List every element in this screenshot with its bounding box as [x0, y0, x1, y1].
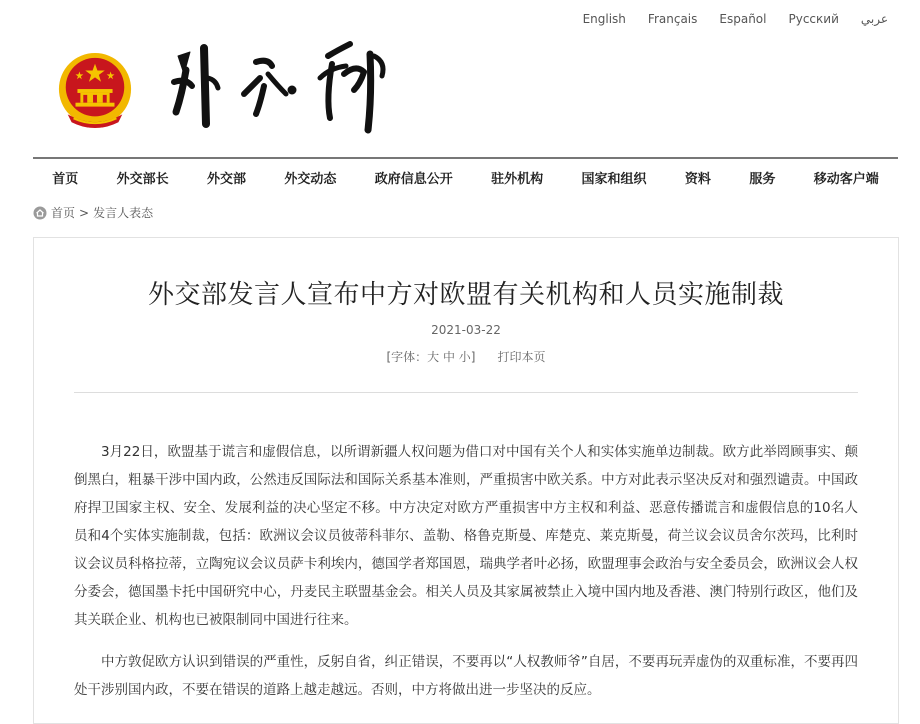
article-paragraph: 3月22日，欧盟基于谎言和虚假信息，以所谓新疆人权问题为借口对中国有关个人和实体实施单边制裁。欧方此举罔顾事实、颠倒黑白，粗暴干涉中国内政，公然违反国际法和国际关系基本准则，严重损害中欧关系。中方对此表示坚决反对和强烈谴责。中国政府捍卫国家主权、安全、发展利益的决心坚定不移。中方决定对欧方严重损害中方主权和利益、恶意传播谎言和虚假信息的10名人员和4个实体实施制裁，包括：欧洲议会议员彼蒂科菲尔、盖勒、格鲁克斯曼、库楚克、莱克斯曼，荷兰议会议员舍尔茨玛，比利时议会议员科格拉蒂，立陶宛议会议员萨卡利埃内，德国学者郑国恩，瑞典学者叶必扬，欧盟理事会政治与安全委员会，欧洲议会人权分委会，德国墨卡托中国研究中心，丹麦民主联盟基金会。相关人员及其家属被禁止入境中国内地及香港、澳门特别行政区，他们及其关联企业、机构也已被限制同中国进行往来。 — [74, 444, 858, 628]
article-tools — [34, 348, 898, 365]
nav-foreign-minister[interactable]: 外交部长 — [116, 171, 169, 187]
nav-ministry[interactable]: 外交部 — [206, 171, 246, 187]
language-switcher — [583, 12, 888, 26]
nav-services[interactable]: 服务 — [749, 171, 776, 187]
breadcrumb-home[interactable]: 首页 — [51, 206, 76, 220]
article-panel — [33, 237, 899, 724]
font-size-control[interactable]: [字体：大 中 小] — [386, 350, 476, 364]
lang-english[interactable]: English — [582, 12, 626, 26]
breadcrumb-current[interactable]: 发言人表态 — [93, 206, 154, 220]
national-emblem-logo[interactable] — [56, 50, 134, 132]
article-date: 2021-03-22 — [431, 323, 501, 337]
article-divider — [74, 392, 858, 393]
nav-countries-organizations[interactable]: 国家和组织 — [581, 171, 647, 187]
lang-french[interactable]: Français — [647, 12, 698, 26]
home-icon[interactable] — [33, 206, 47, 220]
nav-missions-abroad[interactable]: 驻外机构 — [491, 171, 544, 187]
main-nav — [33, 160, 898, 194]
article-body — [74, 438, 858, 718]
nav-diplomatic-news[interactable]: 外交动态 — [284, 171, 337, 187]
article-title: 外交部发言人宣布中方对欧盟有关机构和人员实施制裁 — [147, 280, 784, 310]
article-paragraph: 中方敦促欧方认识到错误的严重性，反躬自省，纠正错误，不要再以“人权教师爷”自居，不要再玩弄虚伪的双重标准，不要再四处干涉别国内政，不要在错误的道路上越走越远。否则，中方将做出进一步坚决的反应。 — [74, 654, 858, 698]
ministry-calligraphy-logo[interactable] — [160, 34, 400, 134]
nav-mobile-client[interactable]: 移动客户端 — [813, 171, 879, 187]
nav-home[interactable]: 首页 — [52, 171, 79, 187]
lang-arabic[interactable]: عربي — [860, 12, 888, 26]
nav-government-info[interactable]: 政府信息公开 — [374, 171, 453, 187]
breadcrumb — [33, 204, 153, 221]
print-button[interactable]: 打印本页 — [497, 350, 546, 364]
lang-spanish[interactable]: Español — [719, 12, 767, 26]
breadcrumb-separator: > — [79, 205, 90, 220]
nav-resources[interactable]: 资料 — [684, 171, 711, 187]
header-divider — [33, 157, 898, 159]
lang-russian[interactable]: Русский — [788, 12, 839, 26]
